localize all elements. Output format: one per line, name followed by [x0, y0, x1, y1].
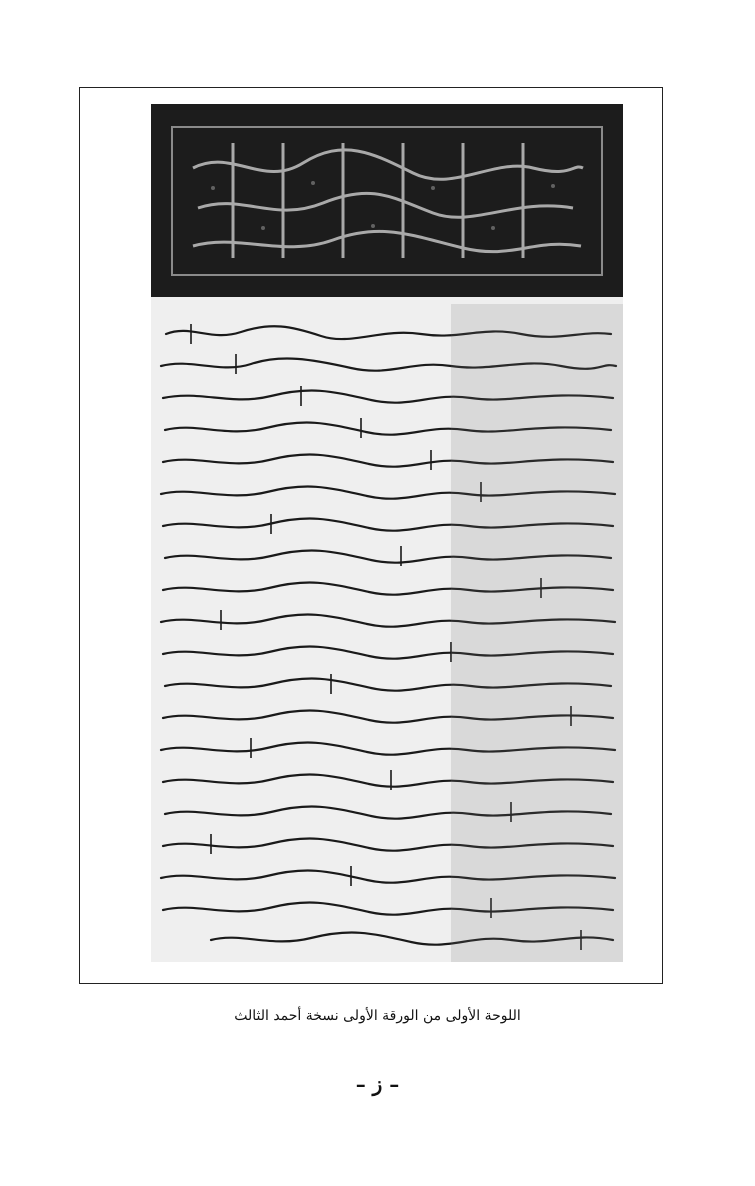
plate-caption: اللوحة الأولى من الورقة الأولى نسخة أحمد الثالث	[234, 1008, 521, 1024]
header-border	[171, 126, 603, 276]
header-calligraphy-icon	[173, 128, 601, 274]
calligraphy-lines-icon	[151, 304, 623, 962]
illuminated-header	[151, 104, 623, 297]
page-number: – ز –	[355, 1072, 400, 1096]
manuscript-image	[151, 104, 623, 962]
plate-frame	[79, 87, 663, 984]
manuscript-text-block	[151, 304, 623, 962]
